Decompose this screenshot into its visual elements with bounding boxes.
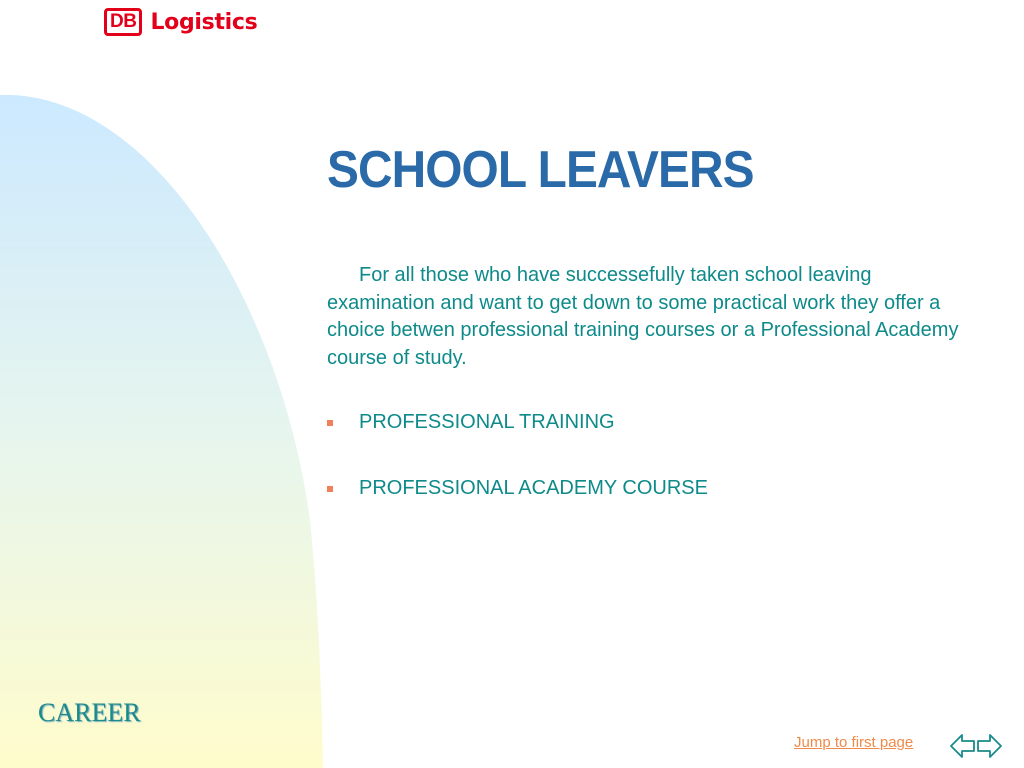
- bullet-item-professional-academy-course: [327, 470, 708, 506]
- navigation-arrows: [948, 728, 1004, 764]
- section-label-career: CAREER: [38, 698, 141, 727]
- db-logistics-logo: [104, 6, 257, 38]
- bullet-label: PROFESSIONAL ACADEMY COURSE: [359, 476, 708, 499]
- arrow-left-icon[interactable]: [951, 735, 974, 757]
- bullet-list: [327, 404, 708, 536]
- square-bullet-icon: [327, 420, 333, 426]
- slide-title: SCHOOL LEAVERS: [327, 141, 754, 199]
- bullet-item-professional-training: [327, 404, 708, 440]
- logistics-logo-text: Logistics: [150, 9, 258, 35]
- db-logo-box: DB: [104, 8, 142, 36]
- intro-paragraph: For all those who have successefully taken school leaving examination and want to get down to some practical work they offer a choice betwen professional training courses or a Professional Academy course of study.: [327, 264, 959, 369]
- square-bullet-icon: [327, 486, 333, 492]
- bullet-label: PROFESSIONAL TRAINING: [359, 410, 615, 433]
- arrow-right-icon[interactable]: [978, 735, 1001, 757]
- jump-to-first-page-link[interactable]: Jump to first page: [794, 734, 914, 751]
